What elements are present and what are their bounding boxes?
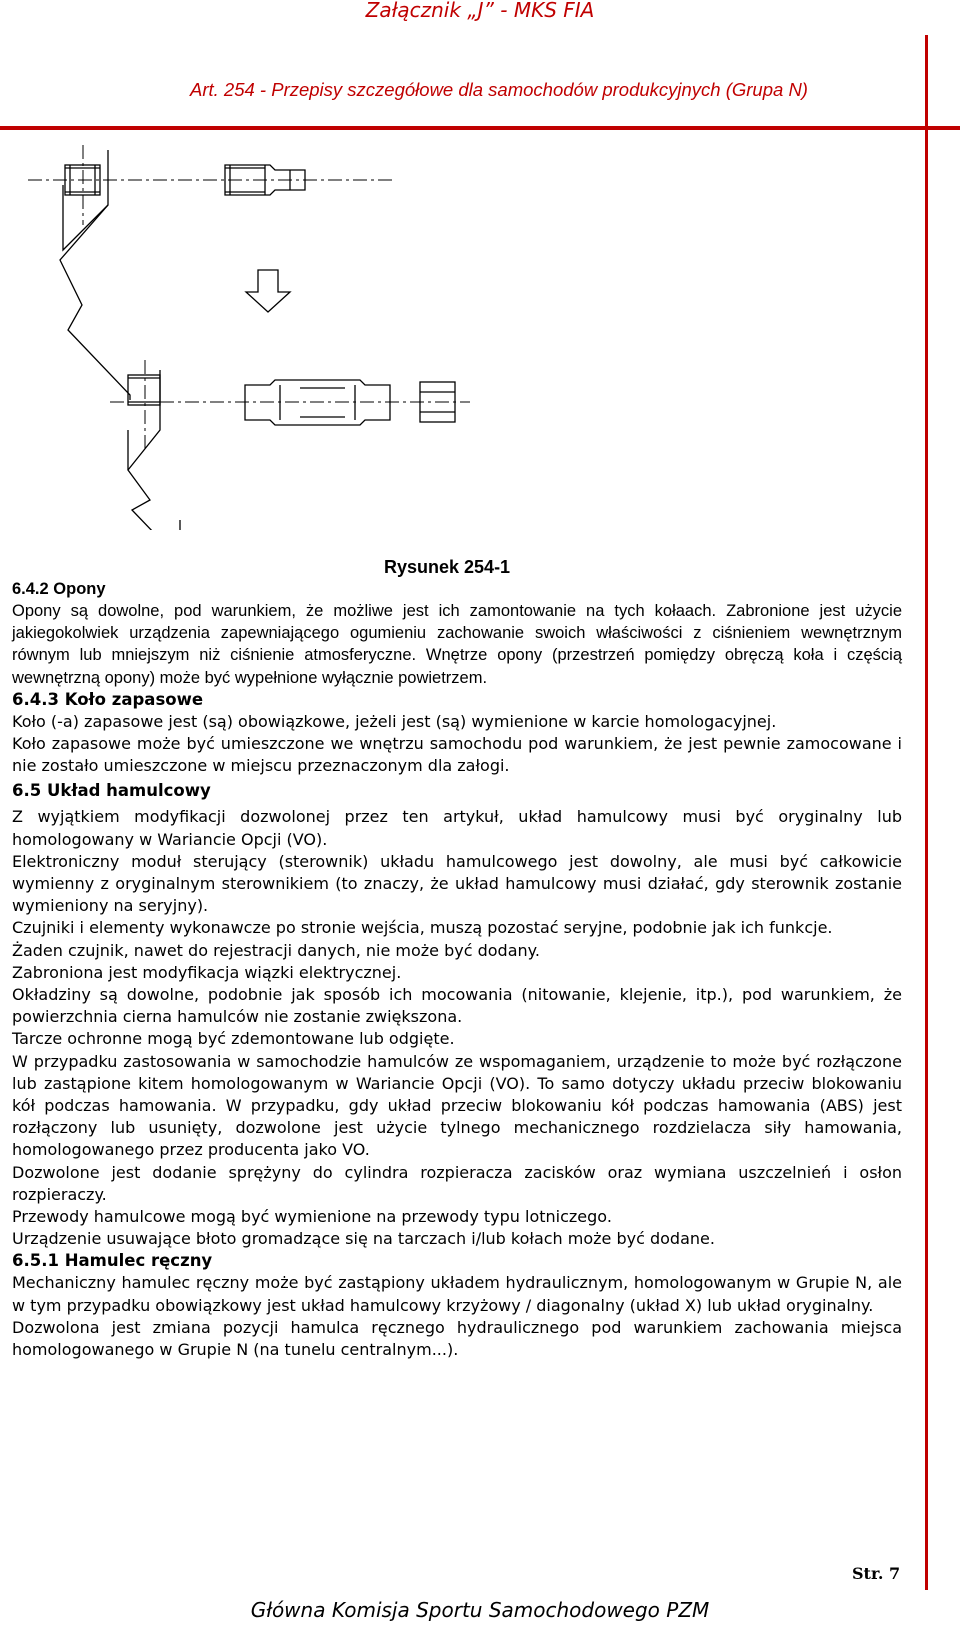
paragraph: Żaden czujnik, nawet do rejestracji danych, nie może być dodany.	[12, 940, 540, 960]
page-number: Str. 7	[852, 1564, 901, 1583]
margin-rule-vertical	[925, 35, 928, 1590]
paragraph: Dozwolone jest dodanie sprężyny do cylindra rozpieracza zacisków oraz wymiana uszczelnień i osłon rozpieraczy.	[12, 1162, 902, 1204]
paragraph: Okładziny są dowolne, podobnie jak sposób ich mocowania (nitowanie, klejenie, itp.), pod warunkiem, że powierzchnia cierna hamulców nie zostanie zwiększona.	[12, 985, 902, 1027]
arrow-down-icon	[246, 270, 290, 312]
figure-caption: Rysunek 254-1	[384, 557, 511, 577]
wheel-rim-section-bottom	[128, 370, 180, 530]
paragraph: Opony są dowolne, pod warunkiem, że możliwe jest ich zamontowanie na tych kołaach. Zabronione jest użycie jakiegokolwiek urządzenia zapewniającego ogumieniu zachowanie swoich właściwości z ciśnieniem wewnętrznym równym lub mniejszym niż ciśnienie atmosferyczne. Wnętrze opony (przestrzeń pomiędzy obręczą koła i częścią wewnętrzną opony) może być wypełnione wyłącznie powietrzem.	[12, 602, 902, 687]
section-heading: 6.5 Układ hamulcowy	[12, 781, 211, 801]
paragraph: Elektroniczny moduł sterujący (sterownik) układu hamulcowego jest dowolny, ale musi być całkowicie wymienny z oryginalnym sterownikiem (to znaczy, że układ hamulcowy musi działać, gdy sterownik zostanie wymieniony na seryjny).	[12, 851, 902, 916]
paragraph: Dozwolona jest zmiana pozycji hamulca ręcznego hydraulicznego pod warunkiem zachowania miejsca homologowanego w Grupie N (na tunelu centralnym...).	[12, 1317, 902, 1360]
paragraph: Czujniki i elementy wykonawcze po stronie wejścia, muszą pozostać seryjne, podobnie jak ich funkcje.	[12, 918, 833, 938]
paragraph: Tarcze ochronne mogą być zdemontowane lub odgięte.	[12, 1029, 455, 1049]
document-header-subtitle: Art. 254 - Przepisy szczegółowe dla samochodów produkcyjnych (Grupa N)	[190, 79, 808, 100]
paragraph: Koło zapasowe może być umieszczone we wnętrzu samochodu pod warunkiem, że jest pewnie zamocowane i nie zostało umieszczone w miejscu przeznaczonym dla załogi.	[12, 734, 902, 776]
paragraph: Przewody hamulcowe mogą być wymienione na przewody typu lotniczego.	[12, 1207, 612, 1227]
paragraph: Zabroniona jest modyfikacja wiązki elektrycznej.	[12, 962, 402, 982]
document-header-title: Załącznik „J” - MKS FIA	[365, 0, 595, 22]
paragraph: W przypadku zastosowania w samochodzie hamulców ze wspomaganiem, urządzenie to może być rozłączone lub zastąpione kitem homologowanym w Wariancie Opcji (VO). To samo dotyczy układu przeciw blokowaniu kół podczas hamowania. W przypadku, gdy układ przeciw blokowaniu kół podczas hamowania (ABS) jest rozłączony lub usunięty, dozwolone jest użycie tylnego mechanicznego rozdzielacza siły hamowania, homologowanego przez producenta jako VO.	[12, 1051, 902, 1160]
section-heading: 6.4.3 Koło zapasowe	[12, 689, 204, 709]
technical-drawing	[0, 130, 900, 530]
footer-organization: Główna Komisja Sportu Samochodowego PZM	[250, 1598, 710, 1622]
document-body	[12, 578, 902, 1361]
wheel-rim-section-top	[60, 150, 130, 400]
section-heading: 6.5.1 Hamulec ręczny	[12, 1251, 213, 1271]
section-heading: 6.4.2 Opony	[12, 580, 106, 598]
paragraph: Urządzenie usuwające błoto gromadzące się na tarczach i/lub kołach może być dodane.	[12, 1229, 715, 1249]
paragraph: Koło (-a) zapasowe jest (są) obowiązkowe, jeżeli jest (są) wymienione w karcie homologacyjnej.	[12, 711, 777, 731]
paragraph: Z wyjątkiem modyfikacji dozwolonej przez ten artykuł, układ hamulcowy musi być oryginalny lub homologowany w Wariancie Opcji (VO).	[12, 807, 902, 849]
paragraph: Mechaniczny hamulec ręczny może być zastąpiony układem hydraulicznym, homologowanym w Grupie N, ale w tym przypadku obowiązkowy jest układ hamulcowy krzyżowy / diagonalny (układ X) lub układ oryginalny.	[12, 1273, 902, 1315]
